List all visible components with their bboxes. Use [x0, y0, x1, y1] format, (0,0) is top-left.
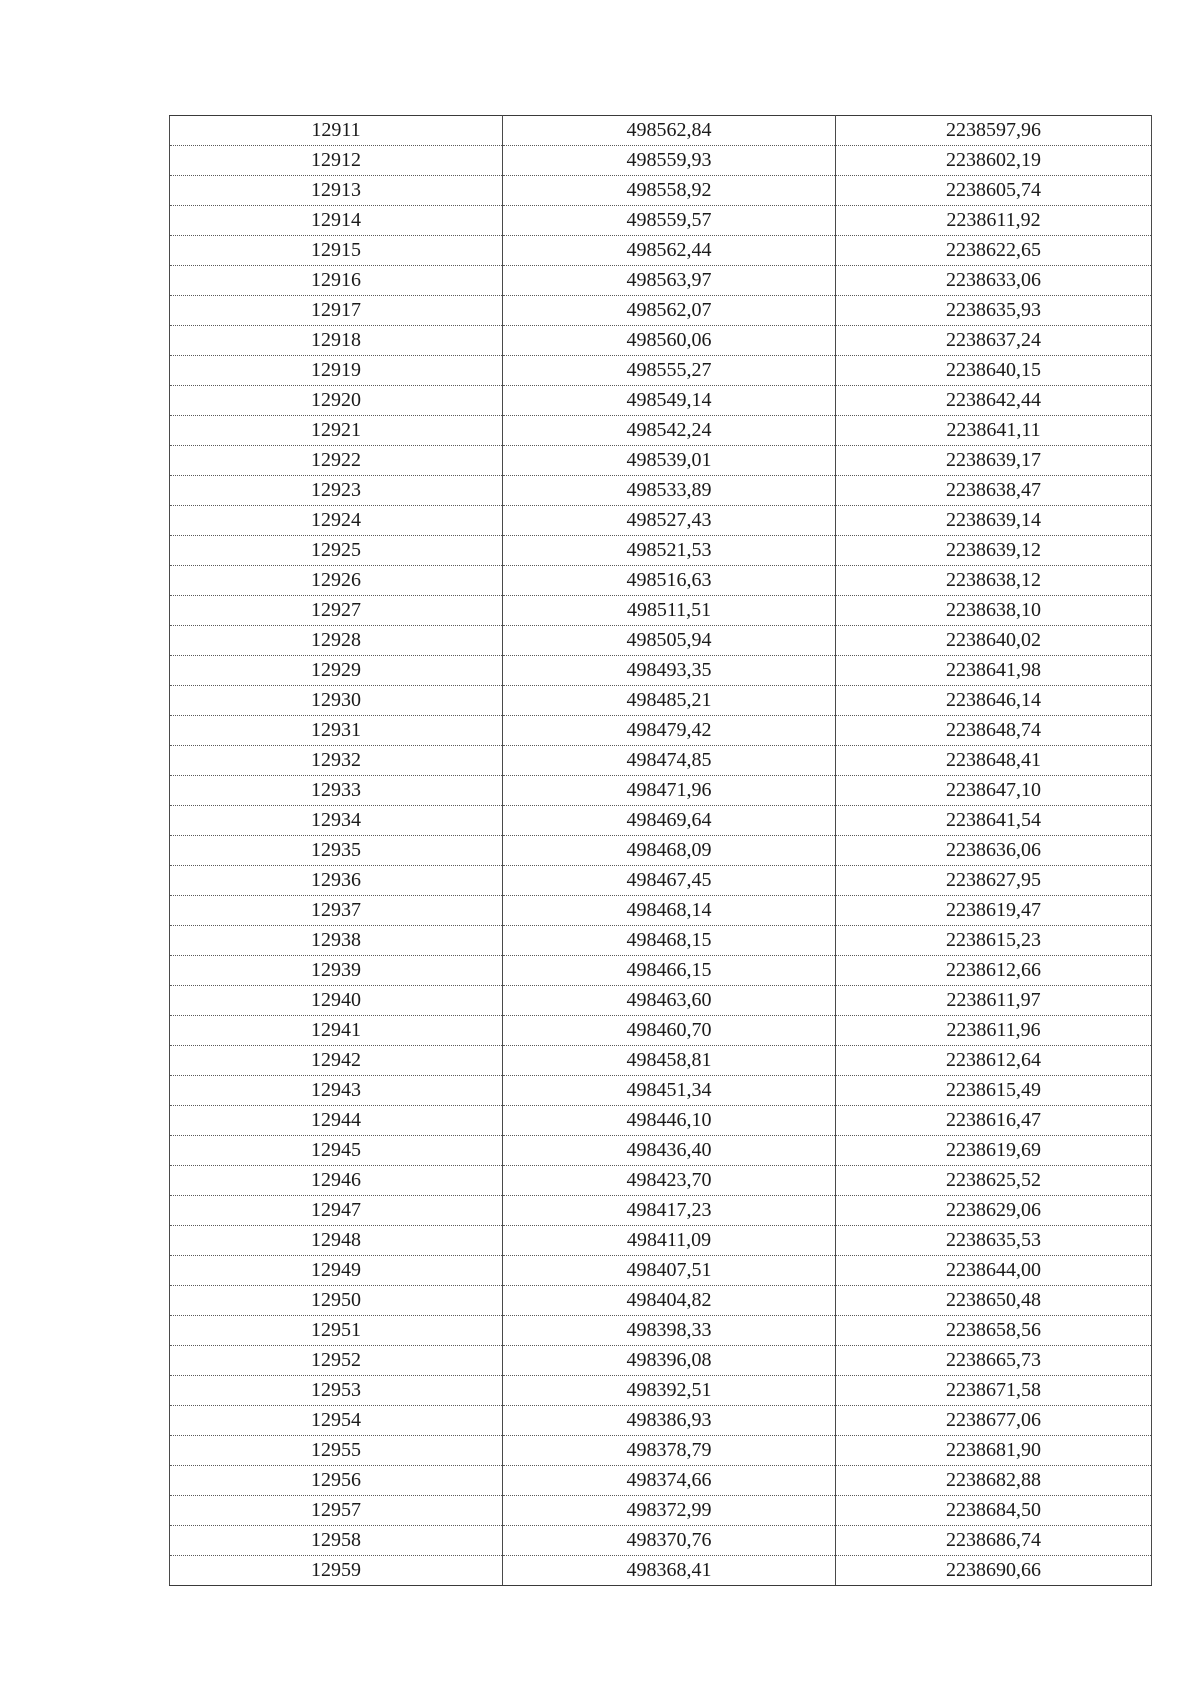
table-row	[170, 1556, 1152, 1586]
y-coordinate-cell: 2238629,06	[836, 1196, 1152, 1226]
y-coordinate-cell: 2238686,74	[836, 1526, 1152, 1556]
point-number-cell: 12933	[170, 776, 503, 806]
y-coordinate-cell: 2238671,58	[836, 1376, 1152, 1406]
point-number-cell: 12943	[170, 1076, 503, 1106]
table-row	[170, 1466, 1152, 1496]
x-coordinate-cell: 498469,64	[503, 806, 836, 836]
x-coordinate-cell: 498471,96	[503, 776, 836, 806]
point-number-cell: 12915	[170, 236, 503, 266]
point-number-cell: 12958	[170, 1526, 503, 1556]
point-number-cell: 12940	[170, 986, 503, 1016]
point-number-cell: 12935	[170, 836, 503, 866]
point-number-cell: 12957	[170, 1496, 503, 1526]
y-coordinate-cell: 2238640,15	[836, 356, 1152, 386]
x-coordinate-cell: 498468,09	[503, 836, 836, 866]
x-coordinate-cell: 498368,41	[503, 1556, 836, 1586]
point-number-cell: 12951	[170, 1316, 503, 1346]
x-coordinate-cell: 498466,15	[503, 956, 836, 986]
point-number-cell: 12944	[170, 1106, 503, 1136]
y-coordinate-cell: 2238647,10	[836, 776, 1152, 806]
x-coordinate-cell: 498411,09	[503, 1226, 836, 1256]
x-coordinate-cell: 498460,70	[503, 1016, 836, 1046]
table-row	[170, 446, 1152, 476]
y-coordinate-cell: 2238611,96	[836, 1016, 1152, 1046]
point-number-cell: 12934	[170, 806, 503, 836]
point-number-cell: 12932	[170, 746, 503, 776]
point-number-cell: 12959	[170, 1556, 503, 1586]
point-number-cell: 12950	[170, 1286, 503, 1316]
y-coordinate-cell: 2238648,74	[836, 716, 1152, 746]
x-coordinate-cell: 498398,33	[503, 1316, 836, 1346]
x-coordinate-cell: 498555,27	[503, 356, 836, 386]
point-number-cell: 12930	[170, 686, 503, 716]
table-row	[170, 476, 1152, 506]
x-coordinate-cell: 498407,51	[503, 1256, 836, 1286]
x-coordinate-cell: 498417,23	[503, 1196, 836, 1226]
point-number-cell: 12927	[170, 596, 503, 626]
x-coordinate-cell: 498562,07	[503, 296, 836, 326]
point-number-cell: 12920	[170, 386, 503, 416]
table-row	[170, 1526, 1152, 1556]
point-number-cell: 12941	[170, 1016, 503, 1046]
point-number-cell: 12947	[170, 1196, 503, 1226]
y-coordinate-cell: 2238611,92	[836, 206, 1152, 236]
table-row	[170, 656, 1152, 686]
x-coordinate-cell: 498559,57	[503, 206, 836, 236]
point-number-cell: 12926	[170, 566, 503, 596]
point-number-cell: 12922	[170, 446, 503, 476]
x-coordinate-cell: 498467,45	[503, 866, 836, 896]
y-coordinate-cell: 2238638,12	[836, 566, 1152, 596]
point-number-cell: 12955	[170, 1436, 503, 1466]
x-coordinate-cell: 498505,94	[503, 626, 836, 656]
x-coordinate-cell: 498370,76	[503, 1526, 836, 1556]
table-row	[170, 296, 1152, 326]
x-coordinate-cell: 498463,60	[503, 986, 836, 1016]
table-row	[170, 1106, 1152, 1136]
point-number-cell: 12928	[170, 626, 503, 656]
point-number-cell: 12938	[170, 926, 503, 956]
table-row	[170, 536, 1152, 566]
table-row	[170, 776, 1152, 806]
x-coordinate-cell: 498378,79	[503, 1436, 836, 1466]
table-row	[170, 206, 1152, 236]
table-row	[170, 1376, 1152, 1406]
point-number-cell: 12914	[170, 206, 503, 236]
y-coordinate-cell: 2238627,95	[836, 866, 1152, 896]
y-coordinate-cell: 2238633,06	[836, 266, 1152, 296]
table-row	[170, 1346, 1152, 1376]
table-row	[170, 986, 1152, 1016]
x-coordinate-cell: 498436,40	[503, 1136, 836, 1166]
table-row	[170, 1406, 1152, 1436]
x-coordinate-cell: 498474,85	[503, 746, 836, 776]
table-row	[170, 326, 1152, 356]
x-coordinate-cell: 498533,89	[503, 476, 836, 506]
point-number-cell: 12954	[170, 1406, 503, 1436]
point-number-cell: 12942	[170, 1046, 503, 1076]
table-row	[170, 1136, 1152, 1166]
table-row	[170, 506, 1152, 536]
x-coordinate-cell: 498563,97	[503, 266, 836, 296]
table-row	[170, 746, 1152, 776]
x-coordinate-cell: 498562,44	[503, 236, 836, 266]
x-coordinate-cell: 498372,99	[503, 1496, 836, 1526]
y-coordinate-cell: 2238648,41	[836, 746, 1152, 776]
table-row	[170, 566, 1152, 596]
y-coordinate-cell: 2238615,49	[836, 1076, 1152, 1106]
y-coordinate-cell: 2238677,06	[836, 1406, 1152, 1436]
x-coordinate-cell: 498549,14	[503, 386, 836, 416]
x-coordinate-cell: 498468,15	[503, 926, 836, 956]
x-coordinate-cell: 498468,14	[503, 896, 836, 926]
y-coordinate-cell: 2238681,90	[836, 1436, 1152, 1466]
x-coordinate-cell: 498559,93	[503, 146, 836, 176]
point-number-cell: 12956	[170, 1466, 503, 1496]
y-coordinate-cell: 2238637,24	[836, 326, 1152, 356]
x-coordinate-cell: 498493,35	[503, 656, 836, 686]
y-coordinate-cell: 2238640,02	[836, 626, 1152, 656]
y-coordinate-cell: 2238639,14	[836, 506, 1152, 536]
table-row	[170, 1076, 1152, 1106]
point-number-cell: 12921	[170, 416, 503, 446]
table-row	[170, 1046, 1152, 1076]
table-row	[170, 1226, 1152, 1256]
x-coordinate-cell: 498521,53	[503, 536, 836, 566]
y-coordinate-cell: 2238639,12	[836, 536, 1152, 566]
table-row	[170, 626, 1152, 656]
y-coordinate-cell: 2238635,93	[836, 296, 1152, 326]
y-coordinate-cell: 2238641,11	[836, 416, 1152, 446]
table-row	[170, 596, 1152, 626]
table-row	[170, 176, 1152, 206]
point-number-cell: 12918	[170, 326, 503, 356]
table-row	[170, 1196, 1152, 1226]
y-coordinate-cell: 2238646,14	[836, 686, 1152, 716]
table-row	[170, 146, 1152, 176]
table-row	[170, 1256, 1152, 1286]
x-coordinate-cell: 498560,06	[503, 326, 836, 356]
x-coordinate-cell: 498562,84	[503, 116, 836, 146]
table-row	[170, 416, 1152, 446]
y-coordinate-cell: 2238641,54	[836, 806, 1152, 836]
x-coordinate-cell: 498527,43	[503, 506, 836, 536]
table-row	[170, 866, 1152, 896]
y-coordinate-cell: 2238641,98	[836, 656, 1152, 686]
y-coordinate-cell: 2238611,97	[836, 986, 1152, 1016]
table-row	[170, 1436, 1152, 1466]
y-coordinate-cell: 2238639,17	[836, 446, 1152, 476]
point-number-cell: 12923	[170, 476, 503, 506]
table-row	[170, 806, 1152, 836]
x-coordinate-cell: 498446,10	[503, 1106, 836, 1136]
point-number-cell: 12924	[170, 506, 503, 536]
point-number-cell: 12916	[170, 266, 503, 296]
y-coordinate-cell: 2238658,56	[836, 1316, 1152, 1346]
point-number-cell: 12937	[170, 896, 503, 926]
table-row	[170, 1016, 1152, 1046]
point-number-cell: 12917	[170, 296, 503, 326]
x-coordinate-cell: 498516,63	[503, 566, 836, 596]
y-coordinate-cell: 2238612,66	[836, 956, 1152, 986]
point-number-cell: 12925	[170, 536, 503, 566]
y-coordinate-cell: 2238615,23	[836, 926, 1152, 956]
point-number-cell: 12919	[170, 356, 503, 386]
point-number-cell: 12929	[170, 656, 503, 686]
table-row	[170, 266, 1152, 296]
x-coordinate-cell: 498458,81	[503, 1046, 836, 1076]
x-coordinate-cell: 498479,42	[503, 716, 836, 746]
point-number-cell: 12953	[170, 1376, 503, 1406]
point-number-cell: 12945	[170, 1136, 503, 1166]
table-row	[170, 1316, 1152, 1346]
table-row	[170, 686, 1152, 716]
point-number-cell: 12948	[170, 1226, 503, 1256]
point-number-cell: 12913	[170, 176, 503, 206]
y-coordinate-cell: 2238650,48	[836, 1286, 1152, 1316]
x-coordinate-cell: 498542,24	[503, 416, 836, 446]
table-row	[170, 1286, 1152, 1316]
coordinates-table	[169, 115, 1152, 1586]
y-coordinate-cell: 2238605,74	[836, 176, 1152, 206]
y-coordinate-cell: 2238684,50	[836, 1496, 1152, 1526]
y-coordinate-cell: 2238644,00	[836, 1256, 1152, 1286]
table-row	[170, 236, 1152, 266]
table-row	[170, 926, 1152, 956]
y-coordinate-cell: 2238619,69	[836, 1136, 1152, 1166]
table-row	[170, 716, 1152, 746]
y-coordinate-cell: 2238616,47	[836, 1106, 1152, 1136]
x-coordinate-cell: 498386,93	[503, 1406, 836, 1436]
point-number-cell: 12952	[170, 1346, 503, 1376]
table-row	[170, 116, 1152, 146]
table-row	[170, 896, 1152, 926]
y-coordinate-cell: 2238619,47	[836, 896, 1152, 926]
table-row	[170, 356, 1152, 386]
y-coordinate-cell: 2238638,10	[836, 596, 1152, 626]
x-coordinate-cell: 498392,51	[503, 1376, 836, 1406]
y-coordinate-cell: 2238625,52	[836, 1166, 1152, 1196]
x-coordinate-cell: 498485,21	[503, 686, 836, 716]
y-coordinate-cell: 2238636,06	[836, 836, 1152, 866]
coordinates-table-body	[170, 116, 1152, 1586]
point-number-cell: 12936	[170, 866, 503, 896]
y-coordinate-cell: 2238635,53	[836, 1226, 1152, 1256]
point-number-cell: 12931	[170, 716, 503, 746]
point-number-cell: 12949	[170, 1256, 503, 1286]
table-row	[170, 956, 1152, 986]
table-row	[170, 1496, 1152, 1526]
point-number-cell: 12946	[170, 1166, 503, 1196]
x-coordinate-cell: 498396,08	[503, 1346, 836, 1376]
point-number-cell: 12911	[170, 116, 503, 146]
x-coordinate-cell: 498539,01	[503, 446, 836, 476]
x-coordinate-cell: 498558,92	[503, 176, 836, 206]
y-coordinate-cell: 2238682,88	[836, 1466, 1152, 1496]
point-number-cell: 12912	[170, 146, 503, 176]
y-coordinate-cell: 2238597,96	[836, 116, 1152, 146]
table-row	[170, 1166, 1152, 1196]
x-coordinate-cell: 498404,82	[503, 1286, 836, 1316]
y-coordinate-cell: 2238638,47	[836, 476, 1152, 506]
table-row	[170, 836, 1152, 866]
x-coordinate-cell: 498374,66	[503, 1466, 836, 1496]
y-coordinate-cell: 2238690,66	[836, 1556, 1152, 1586]
x-coordinate-cell: 498451,34	[503, 1076, 836, 1106]
x-coordinate-cell: 498423,70	[503, 1166, 836, 1196]
y-coordinate-cell: 2238642,44	[836, 386, 1152, 416]
y-coordinate-cell: 2238602,19	[836, 146, 1152, 176]
x-coordinate-cell: 498511,51	[503, 596, 836, 626]
y-coordinate-cell: 2238622,65	[836, 236, 1152, 266]
table-row	[170, 386, 1152, 416]
point-number-cell: 12939	[170, 956, 503, 986]
y-coordinate-cell: 2238612,64	[836, 1046, 1152, 1076]
y-coordinate-cell: 2238665,73	[836, 1346, 1152, 1376]
